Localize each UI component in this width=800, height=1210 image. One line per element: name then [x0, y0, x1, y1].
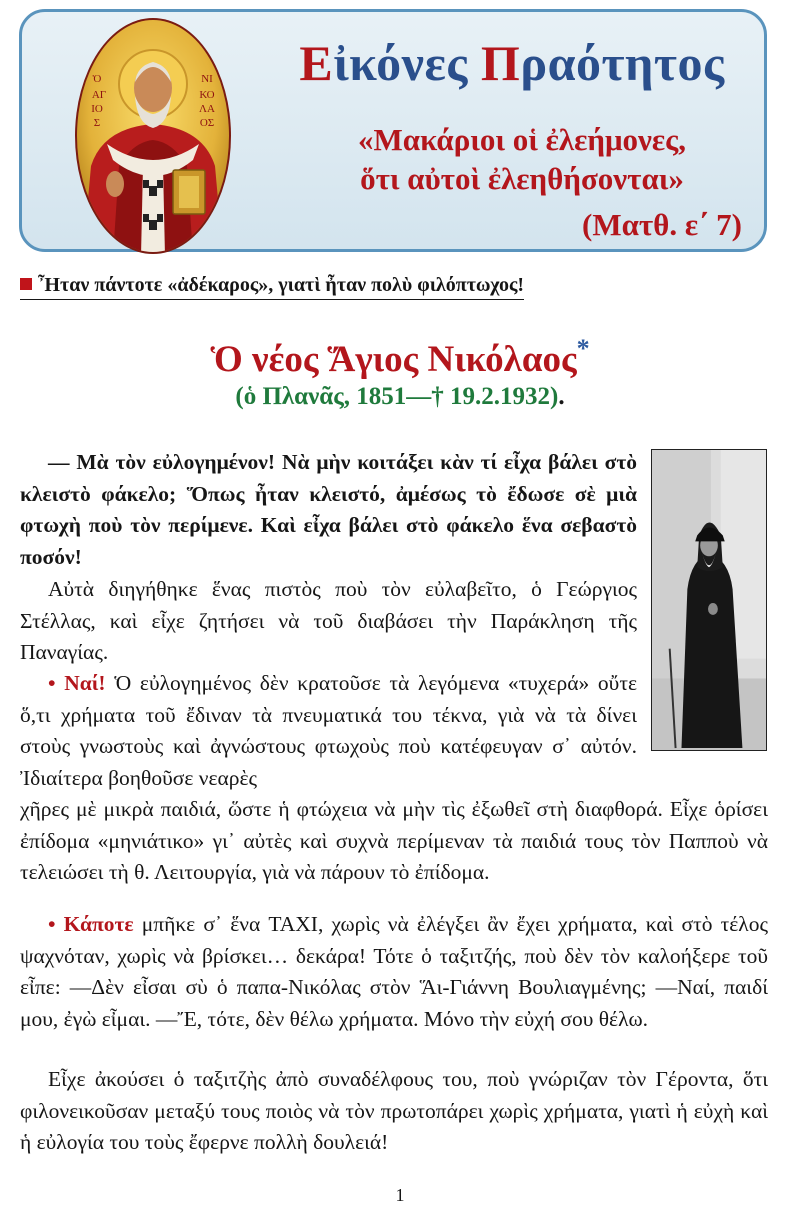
paragraph-taxi [20, 909, 768, 1035]
footnote-mark: * [576, 334, 590, 363]
article-subtitle-text: (ὁ Πλανᾶς, 1851—† 19.2.1932) [235, 383, 559, 410]
saint-nicholas-icon [73, 16, 233, 256]
icon-label-right-1: ΝΙ [201, 73, 213, 85]
red-square-icon [20, 278, 32, 290]
paragraph-taxi-text: μπῆκε σ᾿ ἕνα TAXI, χωρὶς νὰ ἐλέγξει ἂν ἔχει χρήματα, καὶ στὸ τέλος ψαχνόταν, χωρὶς νὰ βρίσκει… δεκάρα! Τότε ὁ ταξιτζής, ποὺ δὲν τὸν καλοήξερε τοῦ εἶπε: —Δὲν εἶσαι σὺ ὁ παπα-Νικόλας στὸν Ἅι-Γιάννη Βουλιαγμένης; —Ναί, παιδί μου, ἐγὼ εἶμαι. —Ἔ, τότε, δὲν θέλω χρήματα. Μόνο τὴν εὐχή σου θέλω. [20, 912, 768, 1031]
paragraph-yes-lead: • Ναί! [48, 671, 106, 695]
verse-line-1: «Μακάριοι οἱ ἐλεήμονες, [358, 122, 686, 157]
paragraph-narrator: Αὐτὰ διηγήθηκε ἕνας πιστὸς ποὺ τὸν εὐλαβεῖτο, ὁ Γεώργιος Στέλλας, καὶ εἶχε ζητήσει νὰ τοῦ διαβάσει τὴν Παράκληση τῆς Παναγίας. [20, 577, 637, 664]
paragraph-yes-text: Ὁ εὐλογημένος δὲν κρατοῦσε τὰ λεγόμενα «τυχερά» οὔτε ὅ,τι χρήματα τοῦ ἔδιναν τὰ πνευματικά του τέκνα, γιὰ νὰ τὰ δίνει στοὺς γνωστοὺς καὶ ἀγνώστους φτωχοὺς ποὺ κατέφευγαν σ᾿ αὐτόν. Ἰδιαίτερα βοηθοῦσε νεαρὲς [20, 671, 637, 790]
paragraph-taxi-lead: • Κάποτε [48, 912, 134, 936]
article-title [0, 334, 800, 381]
icon-label-left-1: Ὁ [92, 73, 102, 85]
title-word-1: ἰκόνες [333, 35, 481, 91]
icon-label-right-3: ΛΑ [199, 103, 215, 115]
paragraph-quote: — Μὰ τὸν εὐλογημένον! Νὰ μὴν κοιτάξει κὰν τί εἶχα βάλει στὸ κλειστὸ φάκελο; Ὅπως ἦταν κλειστό, ἀμέσως τὸ ἔδωσε σὲ μιὰ φτωχὴ ποὺ τὸν περίμενε. Καὶ εἶχα βάλει στὸ φάκελο ἕνα σεβαστὸ ποσόν! [20, 450, 637, 569]
icon-label-left-3: ΙΟ [91, 103, 103, 115]
article-subtitle [0, 383, 800, 411]
header-banner [19, 9, 767, 252]
page-number: 1 [395, 1185, 405, 1205]
icon-label-right-4: ΟΣ [199, 117, 215, 129]
article-title-text: Ὁ νέος Ἅγιος Νικόλαος [210, 339, 577, 380]
verse-reference: (Ματθ. ε΄ 7) [582, 207, 742, 242]
elder-photo [651, 449, 767, 751]
section-tag [20, 274, 524, 300]
verse-line-2: ὅτι αὐτοὶ ἐλεηθήσονται» [360, 161, 684, 196]
icon-label-left-4: Σ [93, 117, 101, 129]
paragraph-yes-part2: χῆρες μὲ μικρὰ παιδιά, ὥστε ἡ φτώχεια νὰ μὴν τὶς ἐξωθεῖ στὴ διαφθορά. Εἶχε ὁρίσει ἐπίδομα «μηνιάτικο» γι᾿ αὐτὲς καὶ συχνὰ περίμεναν τὰ παιδιά τους τὸν Παπποὺ νὰ τελειώσει τὴ θ. Λειτουργία, γιὰ νὰ πάρουν τὸ ἐπίδομα. [20, 797, 768, 884]
title-word-2: ραότητος [520, 35, 725, 91]
publication-title [252, 34, 772, 92]
title-initial-2: Π [480, 35, 521, 91]
paragraph-taxi-drivers: Εἶχε ἀκούσει ὁ ταξιτζὴς ἀπὸ συναδέλφους του, ποὺ γνώριζαν τὸν Γέροντα, ὅτι φιλονεικοῦσαν μεταξύ τους ποιὸς νὰ τὸν πρωτοπάρει χωρὶς χρήματα, γιατὶ ἡ εὐχὴ καὶ ἡ εὐλογία του τοὺς ἔφερνε πολλὴ δουλειά! [20, 1067, 768, 1154]
beatitude-verse [262, 120, 782, 198]
title-initial-1: Ε [299, 35, 334, 91]
article-subtitle-end: . [558, 383, 565, 410]
icon-label-left-2: ΑΓ [91, 89, 107, 101]
section-tag-text: Ἦταν πάντοτε «ἀδέκαρος», γιατὶ ἦταν πολὺ φιλόπτωχος! [38, 274, 525, 296]
icon-label-right-2: ΚΟ [199, 89, 215, 101]
paragraph-yes-part1 [20, 668, 637, 794]
